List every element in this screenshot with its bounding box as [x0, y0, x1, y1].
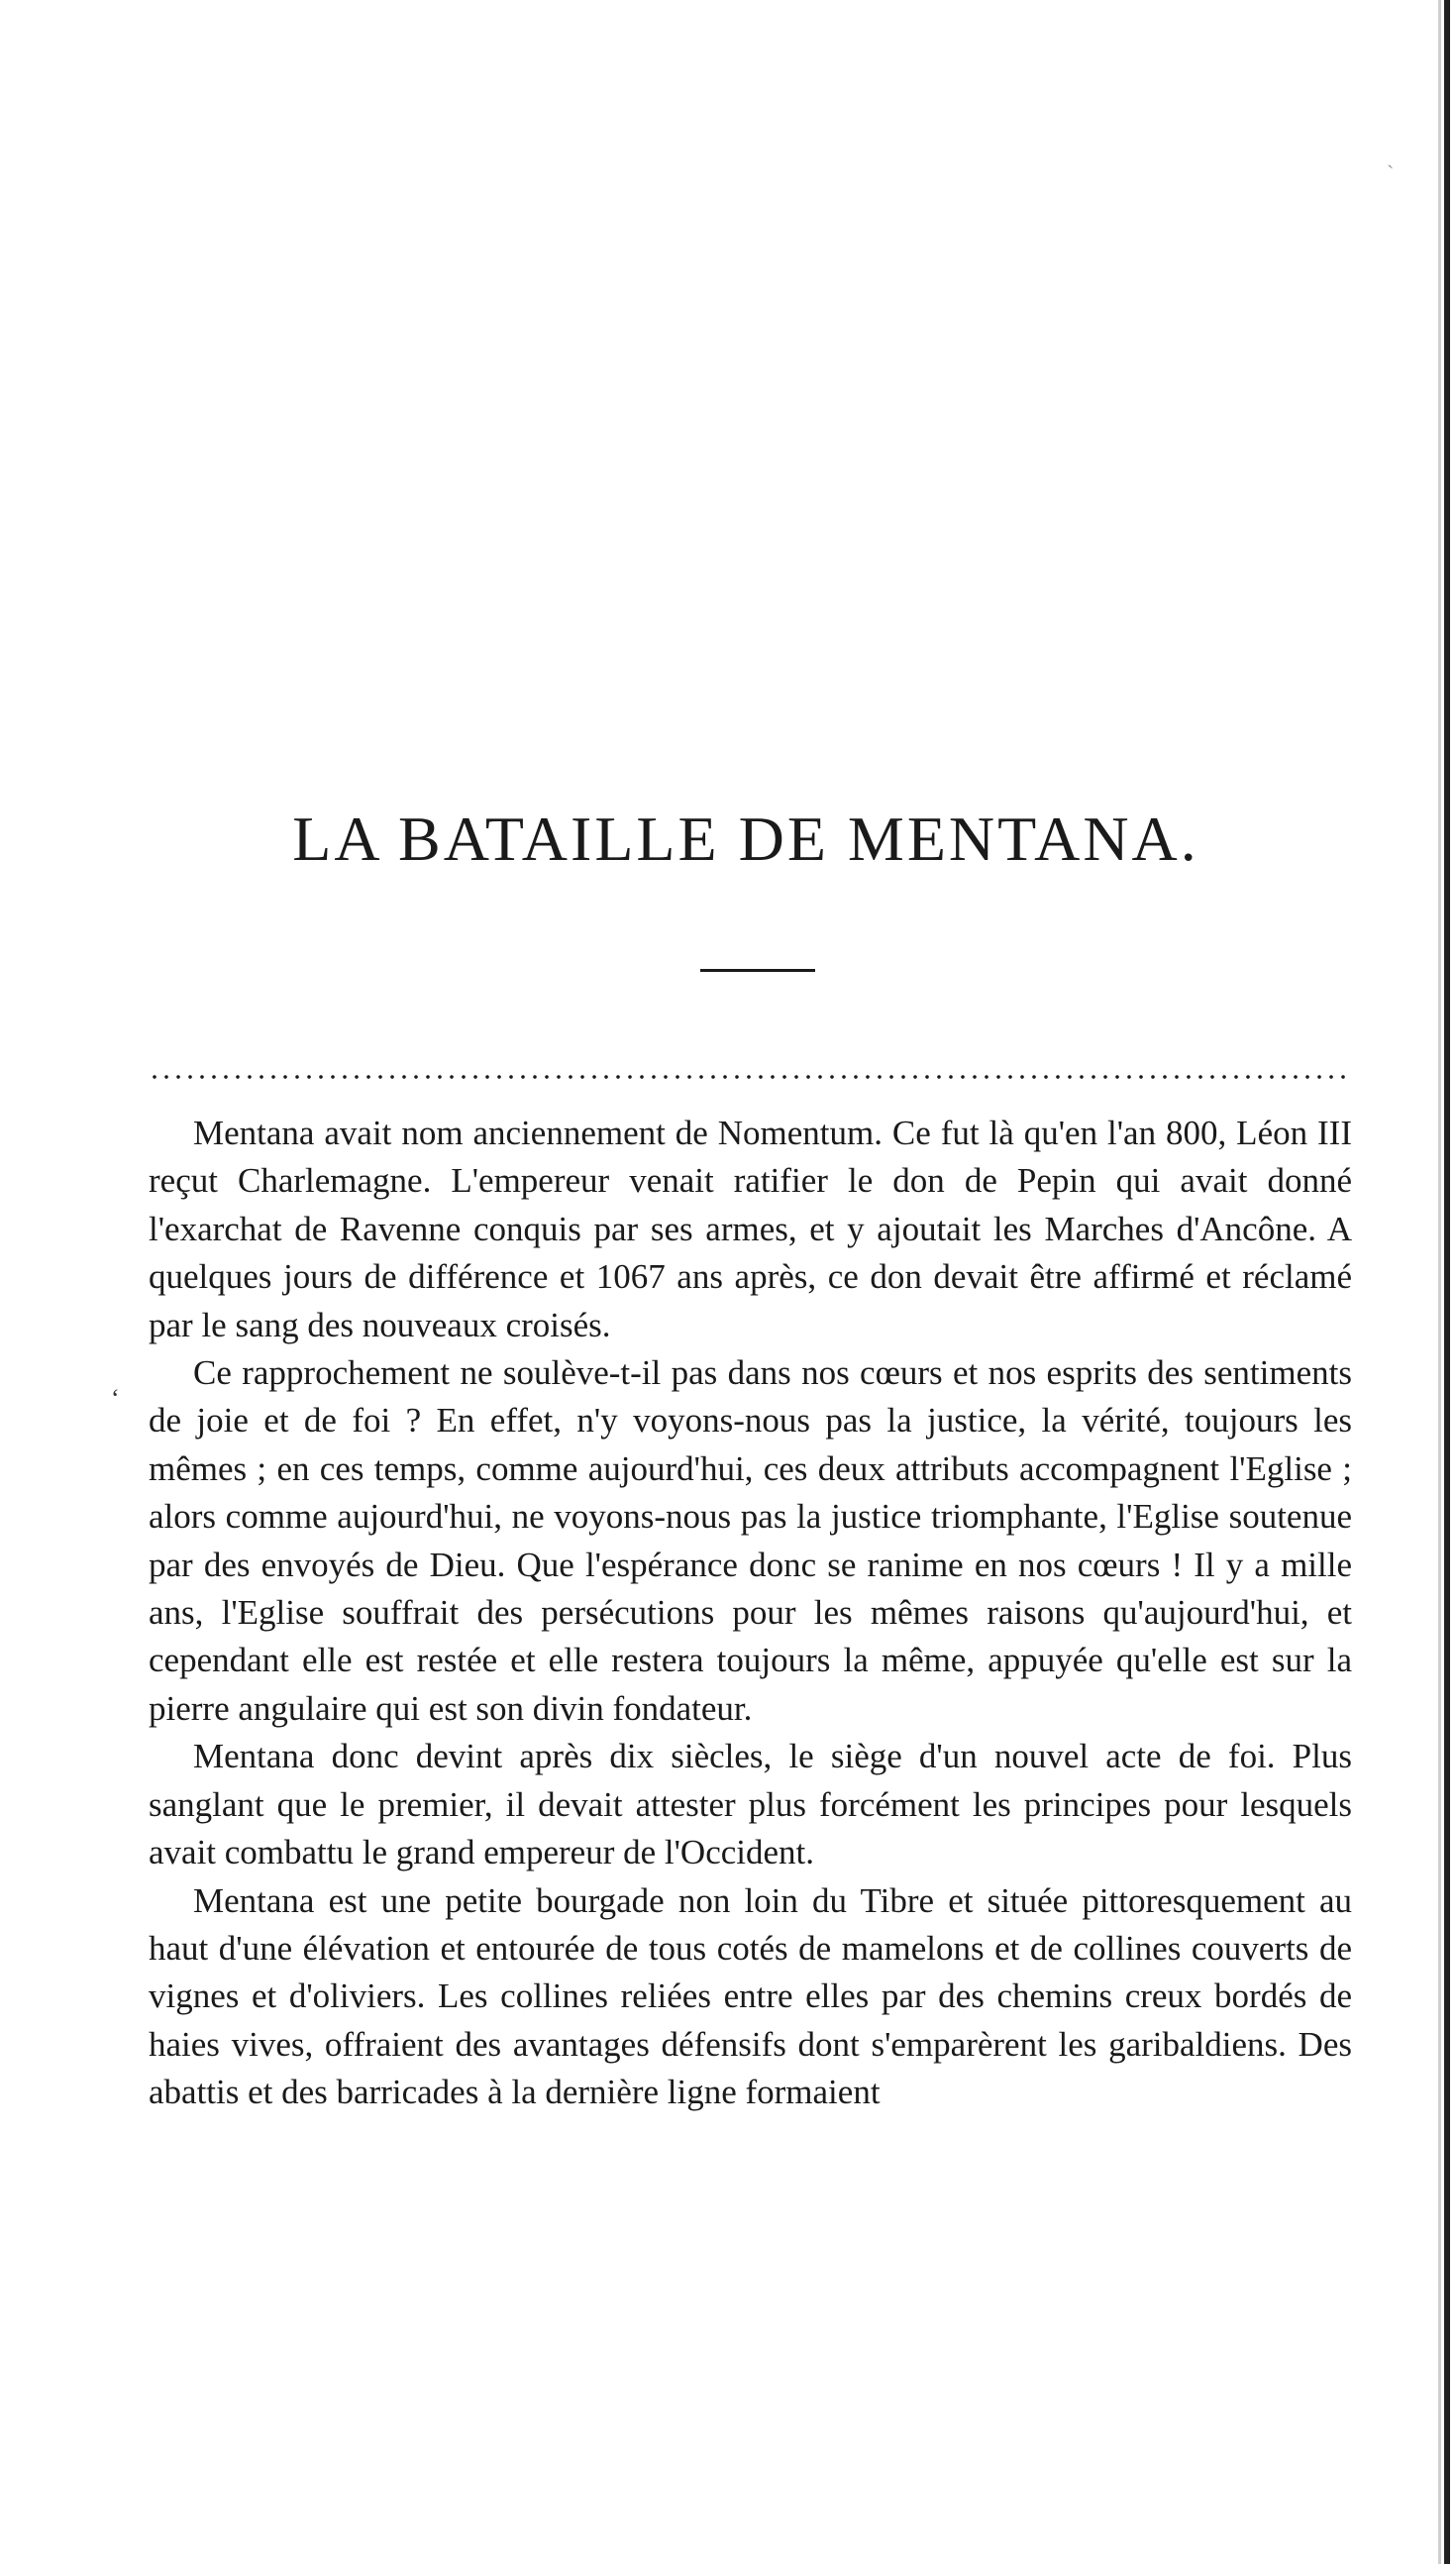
paragraph: Ce rapprochement ne soulève-t-il pas dans nos cœurs et nos esprits des sentiments de joie et de foi ? En effet, n'y voyons-nous pas la justice, la vérité, toujours les mêmes ; en ces temps, comme aujourd'hui, ces deux attributs accompagnent l'Eglise ; alors comme aujourd'hui, ne voyons-nous pas la justice triomphante, l'Eglise soutenue par des envoyés de Dieu. Que l'espérance donc se ranime en nos cœurs ! Il y a mille ans, l'Eglise souffrait des persécutions pour les mêmes raisons qu'aujourd'hui, et cependant elle est restée et elle restera toujours la même, appuyée qu'elle est sur la pierre angulaire qui est son divin fondateur. — [149, 1353, 1352, 1728]
page-binding-edge — [1444, 0, 1450, 2564]
body-text — [149, 1110, 1352, 2117]
paragraph: Mentana est une petite bourgade non loin du Tibre et située pittoresquement au haut d'une élévation et entourée de tous cotés de mamelons et de collines couverts de vignes et d'oliviers. Les collines reliées entre elles par des chemins creux bordés de haies vives, offraient des avantages défensifs dont s'emparèrent les garibaldiens. Des abattis et des barricades à la dernière ligne formaient — [149, 1880, 1352, 2112]
page-binding-shadow — [1438, 0, 1441, 2564]
dotted-separator — [149, 1070, 1352, 1084]
paper-speck: ˏ — [1387, 144, 1395, 168]
chapter-title: LA BATAILLE DE MENTANA. — [292, 803, 1199, 874]
paragraph: Mentana donc devint après dix siècles, le siège d'un nouvel acte de foi. Plus sanglant que le premier, il devait attester plus forcément les principes pour lesquels avait combattu le grand empereur de l'Occident. — [149, 1737, 1352, 1872]
paragraph: Mentana avait nom anciennement de Nomentum. Ce fut là qu'en l'an 800, Léon III reçut Charlemagne. L'empereur venait ratifier le don de Pepin qui avait donné l'exarchat de Ravenne conquis par ses armes, et y ajoutait les Marches d'Ancône. A quelques jours de différence et 1067 ans après, ce don devait être affirmé et réclamé par le sang des nouveaux croisés. — [149, 1114, 1352, 1344]
title-rule — [700, 969, 815, 972]
margin-mark: ʻ — [111, 1384, 120, 1413]
